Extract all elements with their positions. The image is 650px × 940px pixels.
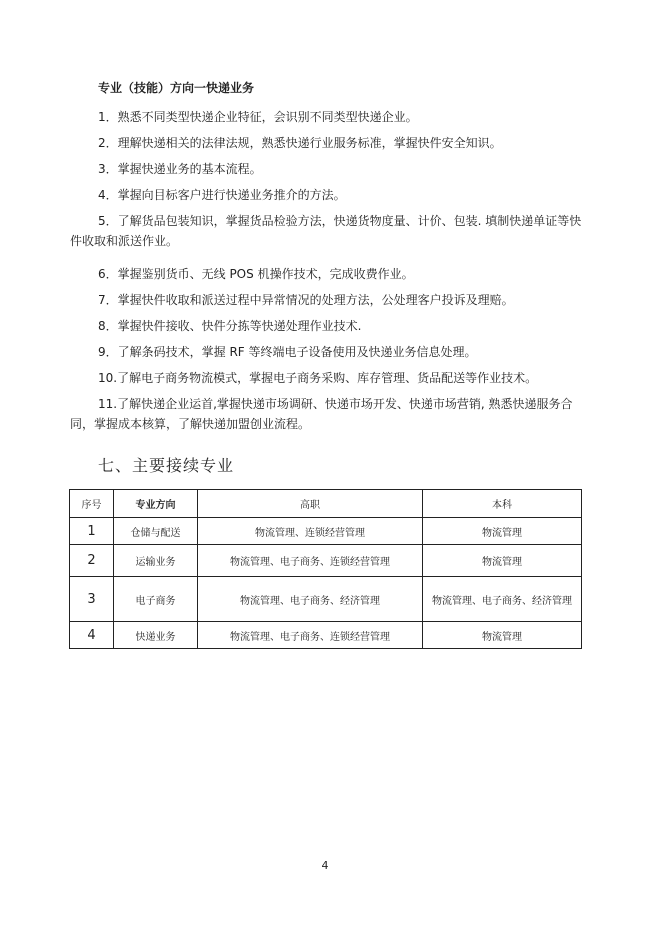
cell-undergraduate: 物流管理 — [423, 622, 582, 649]
table-row — [70, 545, 582, 577]
cell-vocational: 物流管理、电子商务、经济管理 — [198, 577, 423, 622]
continuing-majors-table — [69, 489, 582, 649]
cell-index: 3 — [70, 577, 114, 622]
header-direction: 专业方向 — [114, 490, 198, 518]
table-header-row — [70, 490, 582, 518]
list-item: 6．掌握鉴别货币、无线 POS 机操作技术，完成收费作业。 — [98, 267, 414, 281]
list-item: 9．了解条码技术，掌握 RF 等终端电子设备使用及快递业务信息处理。 — [98, 345, 477, 359]
section-heading: 七、主要接续专业 — [98, 456, 235, 475]
list-item: 3．掌握快递业务的基本流程。 — [98, 162, 262, 176]
table-row — [70, 577, 582, 622]
cell-vocational: 物流管理、电子商务、连锁经营管理 — [198, 622, 423, 649]
list-item: 10.了解电子商务物流模式，掌握电子商务采购、库存管理、货品配送等作业技术。 — [98, 371, 538, 385]
cell-undergraduate: 物流管理 — [423, 545, 582, 577]
section-title: 专业（技能）方向一快递业务 — [98, 81, 255, 95]
header-index: 序号 — [70, 490, 114, 518]
header-vocational: 高职 — [198, 490, 423, 518]
list-item: 4．掌握向目标客户进行快递业务推介的方法。 — [98, 188, 346, 202]
table-row — [70, 518, 582, 545]
list-item: 2．理解快递相关的法律法规，熟悉快递行业服务标准，掌握快件安全知识。 — [98, 136, 502, 150]
cell-undergraduate: 物流管理、电子商务、经济管理 — [423, 577, 582, 622]
cell-index: 1 — [70, 518, 114, 545]
list-item: 7．掌握快件收取和派送过程中异常情况的处理方法，公处理客户投诉及理赔。 — [98, 293, 514, 307]
cell-index: 4 — [70, 622, 114, 649]
cell-undergraduate: 物流管理 — [423, 518, 582, 545]
page-number: 4 — [321, 859, 329, 872]
list-item: 1．熟悉不同类型快递企业特征，会识别不同类型快递企业。 — [98, 110, 418, 124]
table-row — [70, 622, 582, 649]
header-undergraduate: 本科 — [423, 490, 582, 518]
list-item: 5．了解货品包装知识，掌握货品检验方法，快递货物度量、计价、包装. 填制快递单证等快件收取和派送作业。 — [70, 214, 582, 248]
cell-index: 2 — [70, 545, 114, 577]
list-item: 8．掌握快件接收、快件分拣等快递处理作业技术. — [98, 319, 362, 333]
cell-direction: 运输业务 — [114, 545, 198, 577]
cell-direction: 快递业务 — [114, 622, 198, 649]
cell-vocational: 物流管理、电子商务、连锁经营管理 — [198, 545, 423, 577]
list-item: 11.了解快递企业运首,掌握快递市场调研、快递市场开发、快递市场营销, 熟悉快递服务合同，掌握成本核算，了解快递加盟创业流程。 — [70, 397, 573, 431]
cell-direction: 仓储与配送 — [114, 518, 198, 545]
cell-direction: 电子商务 — [114, 577, 198, 622]
cell-vocational: 物流管理、连锁经营管理 — [198, 518, 423, 545]
